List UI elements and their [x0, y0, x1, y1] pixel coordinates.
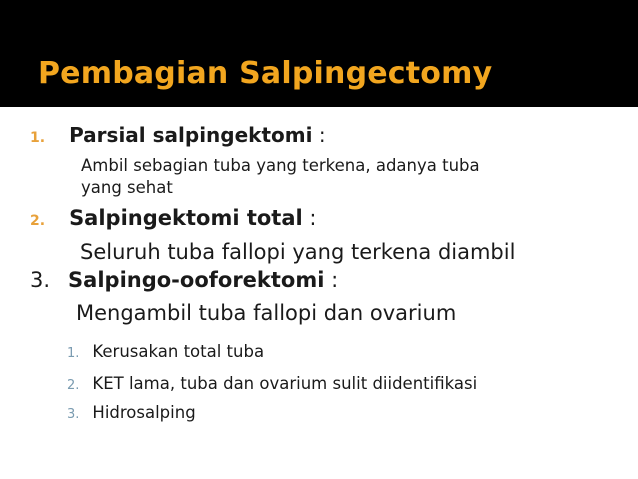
list-item-1 [30, 123, 326, 147]
item-heading: Salpingektomi total [69, 206, 303, 230]
sub-item-text: Hidrosalping [92, 403, 196, 422]
sub-item-number: 1. [67, 346, 80, 361]
sub-item-text: Kerusakan total tuba [92, 342, 265, 361]
item-description: Ambil sebagian tuba yang terkena, adanya tuba [81, 156, 480, 175]
sub-item-1 [67, 342, 264, 361]
sub-item-number: 3. [67, 407, 80, 422]
item-number: 3. [30, 268, 51, 292]
sub-item-number: 2. [67, 378, 80, 393]
sub-item-text: KET lama, tuba dan ovarium sulit diidentifikasi [92, 374, 478, 393]
sub-item-3 [67, 403, 196, 422]
item-description-cont: yang sehat [81, 178, 173, 197]
item-heading: Parsial salpingektomi [69, 123, 313, 147]
item-suffix: : [324, 268, 339, 292]
item-description: Seluruh tuba fallopi yang terkena diambil [80, 240, 516, 264]
list-item-2 [30, 206, 316, 230]
list-item-3 [30, 268, 338, 292]
item-suffix: : [312, 123, 326, 147]
item-heading: Salpingo-ooforektomi [68, 268, 325, 292]
item-description: Mengambil tuba fallopi dan ovarium [76, 301, 457, 325]
sub-item-2 [67, 374, 477, 393]
item-suffix: : [302, 206, 317, 230]
item-number: 2. [30, 213, 46, 229]
item-number: 1. [30, 130, 46, 146]
slide-title: Pembagian Salpingectomy [38, 56, 493, 91]
